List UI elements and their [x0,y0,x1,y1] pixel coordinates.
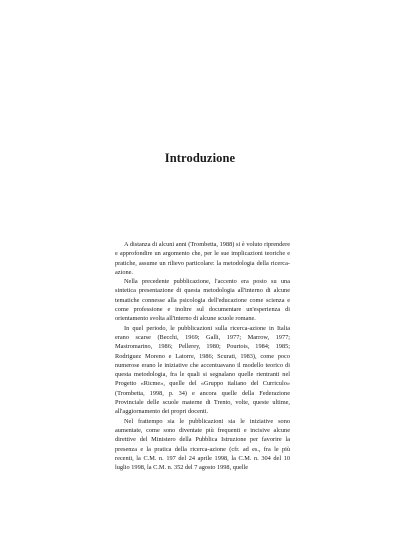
paragraph: In quel periodo, le pubblicazioni sulla ricerca-azione in Italia erano scarse (Becchi, 1969; Galli, 1977; Marrow, 1977; Mastromarino, 1986; Pellerey, 1980; Pourtois, 1984; 1985; Rodriguez Moreno e Latorre, 1986; Scurati, 1983), come poco numerose erano le iniziative che accentuavano il modello teorico di questa metodologia, fra le quali si segnalano quelle rientranti nel Progetto «Ricme», quelle del «Gruppo italiano del Curriculo» (Trombetta, 1998, p. 34) e ancora quelle della Federazione Provinciale delle scuole materne di Trento, volte, queste ultime, all'aggiornamento dei propri docenti. [115,324,290,416]
paragraph: Nel frattempo sia le pubblicazioni sia le iniziative sono aumentate, come sono diventate più frequenti e incisive alcune direttive del Ministero della Pubblica Istruzione per favorire la presenza e la pratica della ricerca-azione (cfr. ad es., fra le più recenti, la C.M. n. 197 del 24 aprile 1998, la C.M. n. 304 del 10 luglio 1998, la C.M. n. 352 del 7 agosto 1998, quelle [115,417,290,472]
paragraph: Nella precedente pubblicazione, l'accento era posto su una sintetica presentazione di questa metodologia all'interno di alcune tematiche connesse alla psicologia dell'educazione come scienza e come professione e inoltre sul documentare un'esperienza di orientamento svolta all'interno di alcune scuole romane. [115,278,290,323]
paragraph: A distanza di alcuni anni (Trombetta, 1988) si è voluto riprendere e approfondire un argomento che, per le sue implicazioni teoriche e pratiche, assume un rilievo particolare: la metodologia della ricerca-azione. [115,241,290,276]
chapter-title: Introduzione [164,151,236,165]
body-text [115,240,290,472]
